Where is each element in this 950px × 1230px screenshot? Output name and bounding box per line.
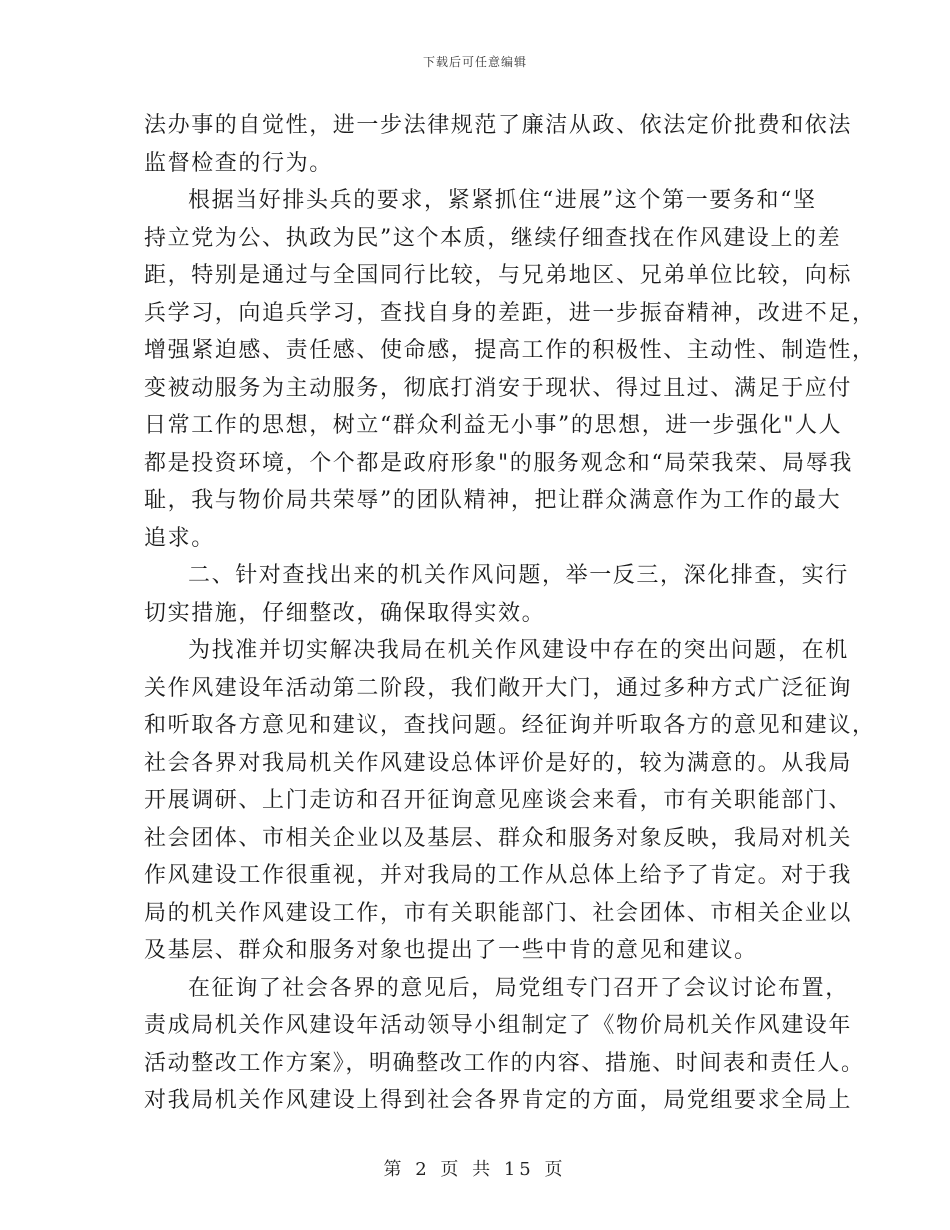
text-line: 在征询了社会各界的意见后，局党组专门召开了会议讨论布置，: [188, 975, 849, 1001]
text-line: 法办事的自觉性，进一步法律规范了廉洁从政、依法定价批费和依法: [144, 113, 853, 138]
text-line: 监督检查的行为。: [144, 150, 333, 176]
text-line: 社会团体、市相关企业以及基层、群众和服务对象反映，我局对机关: [144, 825, 853, 851]
page-number-footer: 第 2 页 共 15 页: [383, 1159, 567, 1180]
text-line: 追求。: [144, 525, 215, 551]
text-line: 社会各界对我局机关作风建设总体评价是好的，较为满意的。从我局: [144, 750, 853, 776]
text-line: 责成局机关作风建设年活动领导小组制定了《物价局机关作风建设年: [144, 1013, 853, 1038]
text-line: 持立党为公、执政为民”这个本质，继续仔细查找在作风建设上的差: [144, 225, 842, 251]
text-line: 和听取各方意见和建议，查找问题。经征询并听取各方的意见和建议，: [144, 713, 876, 738]
page-header: 下载后可任意编辑: [422, 55, 527, 69]
paragraph: [144, 182, 876, 557]
text-line: 变被动服务为主动服务，彻底打消安于现状、得过且过、满足于应付: [144, 375, 853, 401]
text-line: 关作风建设年活动第二阶段，我们敞开大门，通过多种方式广泛征询: [144, 675, 853, 701]
text-line: 局的机关作风建设工作，市有关职能部门、社会团体、市相关企业以: [144, 900, 853, 926]
text-line: 耻，我与物价局共荣辱”的团队精神，把让群众满意作为工作的最大: [144, 488, 842, 513]
text-line: 增强紧迫感、责任感、使命感，提高工作的积极性、主动性、制造性，: [144, 338, 876, 363]
text-line: 为找准并切实解决我局在机关作风建设中存在的突出问题，在机: [188, 638, 849, 663]
text-line: 及基层、群众和服务对象也提出了一些中肯的意见和建议。: [144, 938, 758, 963]
text-line: 根据当好排头兵的要求，紧紧抓住“进展”这个第一要务和“坚: [188, 188, 817, 213]
text-line: 兵学习，向追兵学习，查找自身的差距，进一步振奋精神，改进不足，: [144, 300, 876, 326]
paragraph: [144, 970, 865, 1120]
document-body: [144, 107, 876, 1120]
text-line: 切实措施，仔细整改，确保取得实效。: [144, 600, 546, 626]
paragraph: [144, 107, 853, 182]
text-line: 作风建设工作很重视，并对我局的工作从总体上给予了肯定。对于我: [144, 863, 853, 888]
paragraph: [144, 557, 849, 632]
text-line: 都是投资环境，个个都是政府形象"的服务观念和“局荣我荣、局辱我: [144, 450, 853, 476]
text-line: 二、针对查找出来的机关作风问题，举一反三，深化排查，实行: [188, 563, 849, 588]
text-line: 活动整改工作方案》，明确整改工作的内容、措施、时间表和责任人。: [144, 1050, 865, 1076]
text-line: 对我局机关作风建设上得到社会各界肯定的方面，局党组要求全局上: [144, 1088, 853, 1113]
paragraph: [144, 632, 876, 970]
text-line: 开展调研、上门走访和召开征询意见座谈会来看，市有关职能部门、: [144, 788, 853, 813]
text-line: 距，特别是通过与全国同行比较，与兄弟地区、兄弟单位比较，向标: [144, 263, 853, 288]
text-line: 日常工作的思想，树立“群众利益无小事”的思想，进一步强化"人人: [144, 413, 843, 438]
